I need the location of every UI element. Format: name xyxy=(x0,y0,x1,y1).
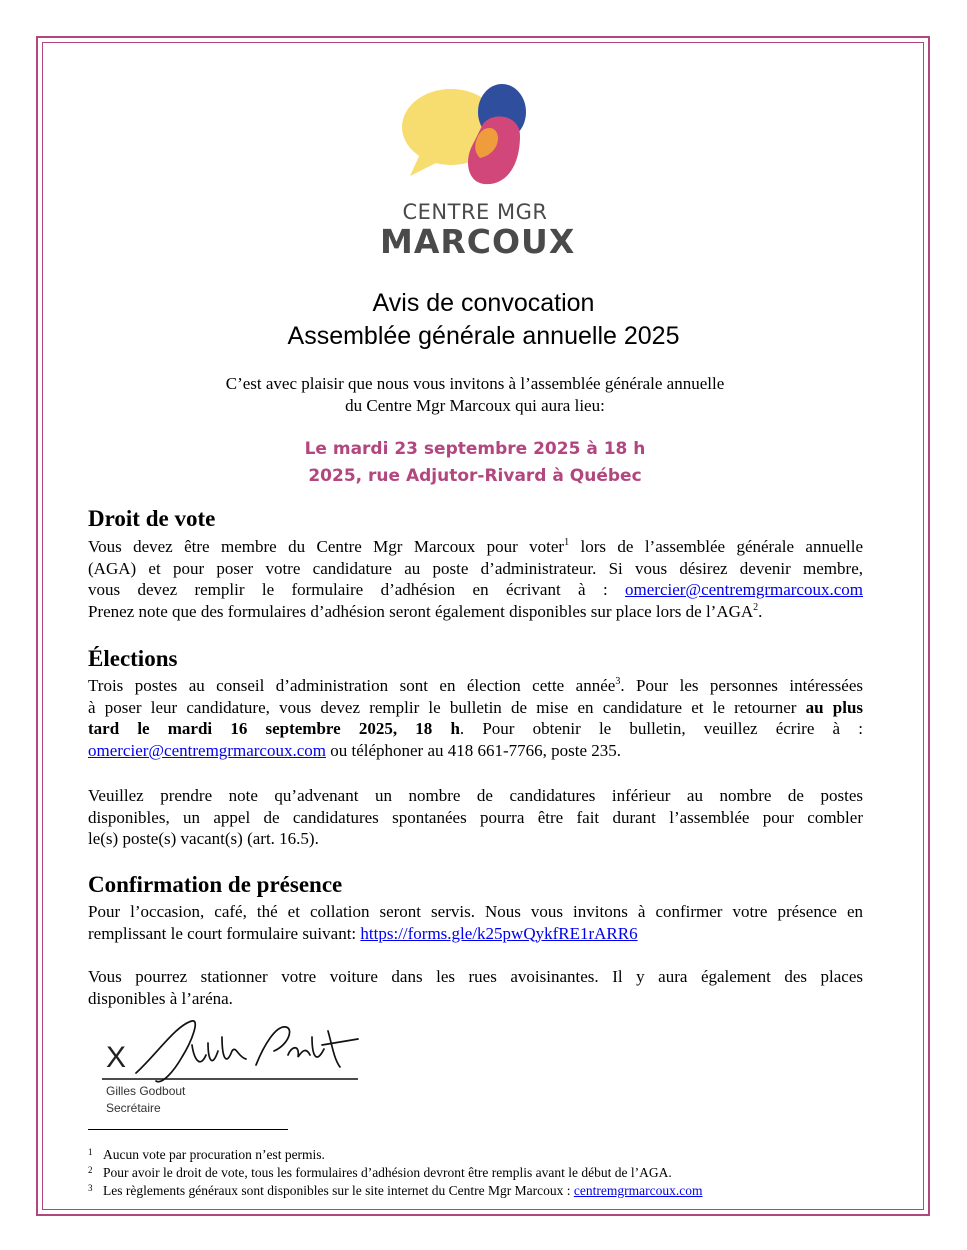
elections-line-4: omercier@centremgrmarcoux.com ou téléphoner au 418 661-7766, poste 235. xyxy=(88,740,622,760)
vote-line-3: vous devez remplir le formulaire d’adhésion en écrivant à : omercier@centremgrmarcoux.com xyxy=(88,580,863,599)
logo-text-line1: CENTRE MGR xyxy=(402,200,548,224)
event-address: 2025, rue Adjutor-Rivard à Québec xyxy=(308,466,642,486)
elections-line-2: à poser leur candidature, vous devez remplir le bulletin de mise en candidature et le retourner au plus xyxy=(88,697,864,717)
website-link[interactable]: centremgrmarcoux.com xyxy=(573,1183,703,1198)
vote-line-2: (AGA) et pour poser votre candidature au poste d’administrateur. Si vous désirez devenir membre, xyxy=(88,558,863,578)
vote-line-4: Prenez note que des formulaires d’adhésion seront également disponibles sur place lors de l’AGA$^2$. xyxy=(88,601,763,621)
signatory-role: Secrétaire xyxy=(106,1101,161,1115)
section-heading-vote: Droit de vote xyxy=(88,506,216,531)
confirmation-paragraph-2: Vous pourrez stationner votre voiture dans les rues avoisinantes. Il y aura également des places disponibles à l’aréna. xyxy=(88,967,863,1008)
event-date: Le mardi 23 septembre 2025 à 18 h xyxy=(304,439,646,459)
confirmation-paragraph-1: Pour l’occasion, café, thé et collation seront servis. Nous vous invitons à confirmer votre présence en remplissant le court formulaire suivant: https://forms.gle/k25pwQykfRE1rARR6 xyxy=(88,902,863,943)
vote-email-link[interactable]: omercier@centremgrmarcoux.com xyxy=(625,580,863,599)
signature-x-mark: X xyxy=(106,1041,127,1074)
footnote-2: 2 Pour avoir le droit de vote, tous les formulaires d’adhésion devront être remplis avant le début de l’AGA. xyxy=(88,1165,672,1180)
footnote-3: 3 Les règlements généraux sont disponibles sur le site internet du Centre Mgr Marcoux : centremgrmarcoux.com xyxy=(88,1183,703,1198)
section-heading-elections: Élections xyxy=(88,646,178,671)
elections-paragraph-2: Veuillez prendre note qu’advenant un nombre de candidatures inférieur au nombre de postes disponibles, un appel de candidatures spontanées pourra être fait durant l’assemblée pour combler le(s) poste(s) vacant(s) (art. 16.5). xyxy=(88,786,863,848)
page-subtitle: Assemblée générale annuelle 2025 xyxy=(287,322,680,350)
logo-text-line2: MARCOUX xyxy=(380,222,576,261)
elections-email-link[interactable]: omercier@centremgrmarcoux.com xyxy=(88,740,326,760)
intro-line-1: C’est avec plaisir que nous vous invitons à l’assemblée générale annuelle xyxy=(225,374,725,393)
handwritten-signature xyxy=(96,1015,366,1090)
signature-stroke xyxy=(136,1021,358,1082)
footnote-ref-1: 1 xyxy=(564,537,570,548)
elections-paragraph-1 xyxy=(88,675,863,761)
rsvp-form-link[interactable]: https://forms.gle/k25pwQykfRE1rARR6 xyxy=(360,923,638,943)
elections-line-3: tard le mardi 16 septembre 2025, 18 h. Pour obtenir le bulletin, veuillez écrire à : xyxy=(88,719,863,738)
footnote-1: 1 Aucun vote par procuration n’est permis. xyxy=(88,1147,325,1162)
footnote-ref-3: 3 xyxy=(615,676,621,687)
page-title: Avis de convocation xyxy=(372,289,595,317)
footnote-ref-2: 2 xyxy=(753,601,759,613)
section-heading-confirmation: Confirmation de présence xyxy=(88,872,343,897)
signatory-name: Gilles Godbout xyxy=(106,1084,186,1098)
footnote-separator xyxy=(88,1129,288,1130)
elections-line-1: Trois postes au conseil d’administration sont en élection cette année$^3$. Pour les personnes intéressées xyxy=(88,676,864,695)
intro-line-2: du Centre Mgr Marcoux qui aura lieu: xyxy=(345,396,605,415)
vote-line-1: Vous devez être membre du Centre Mgr Marcoux pour voter$^1$ lors de l’assemblée générale annuelle xyxy=(88,537,864,556)
vote-paragraph xyxy=(88,536,863,622)
